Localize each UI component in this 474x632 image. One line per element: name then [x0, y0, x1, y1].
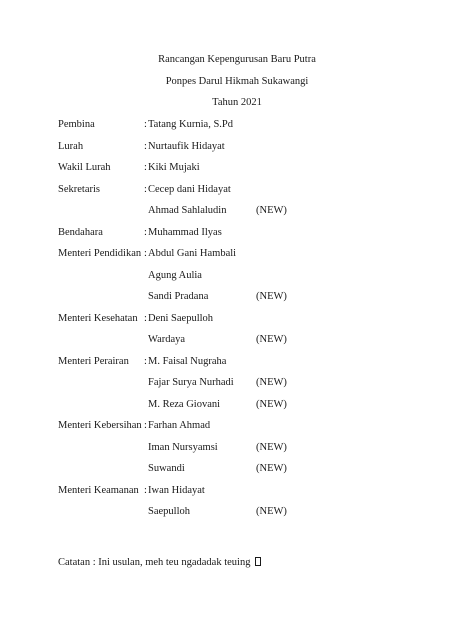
- roster-role-label: Wakil Lurah: [58, 162, 111, 173]
- roster-row: [58, 333, 438, 355]
- roster-row: [58, 505, 438, 527]
- roster-role-label: Sekretaris: [58, 183, 100, 195]
- roster-member-name: Iman Nursyamsi: [148, 441, 218, 453]
- roster-row: [58, 247, 438, 269]
- footer-note: [58, 557, 261, 568]
- missing-glyph-icon: [255, 557, 261, 566]
- new-member-badge: (NEW): [256, 398, 287, 410]
- roster-row: [58, 376, 438, 398]
- roster-row: [58, 441, 438, 463]
- roster-member-name: Fajar Surya Nurhadi: [148, 377, 234, 388]
- new-member-badge: (NEW): [256, 506, 287, 517]
- roster-role-label: Bendahara: [58, 226, 103, 238]
- roster-member-name: Tatang Kurnia, S.Pd: [148, 119, 234, 130]
- roster-row: [58, 419, 438, 441]
- roster-colon: :: [144, 140, 147, 152]
- new-member-badge: (NEW): [256, 441, 287, 453]
- roster-member-name: Saepulloh: [148, 506, 190, 517]
- roster-row: [58, 290, 438, 312]
- roster-member-name: Cecep dani Hidayat: [148, 183, 231, 195]
- roster-colon: :: [144, 312, 147, 324]
- roster-row: [58, 204, 438, 226]
- roster-role-label: Menteri Keamanan: [58, 484, 139, 496]
- roster-member-name: Suwandi: [148, 463, 185, 474]
- roster-member-name: Deni Saepulloh: [148, 312, 214, 324]
- roster-row: [58, 484, 438, 506]
- roster-row: [58, 140, 438, 162]
- roster-member-name: Farhan Ahmad: [148, 420, 211, 431]
- roster-member-name: M. Reza Giovani: [148, 398, 221, 410]
- roster-member-name: Iwan Hidayat: [148, 484, 205, 496]
- document-year: Tahun 2021: [212, 97, 262, 108]
- roster-colon: :: [144, 420, 147, 431]
- roster-role-label: Menteri Perairan: [58, 355, 129, 367]
- roster-row: [58, 398, 438, 420]
- roster-row: [58, 226, 438, 248]
- new-member-badge: (NEW): [256, 463, 287, 474]
- roster-role-label: Menteri Kebersihan: [58, 420, 142, 431]
- new-member-badge: (NEW): [256, 205, 287, 216]
- footer-note-text: Catatan : Ini usulan, meh teu ngadadak teuing: [58, 557, 251, 568]
- roster-row: [58, 161, 438, 183]
- roster-colon: :: [144, 226, 147, 238]
- roster-role-label: Menteri Kesehatan: [58, 312, 138, 324]
- roster-list: [58, 118, 438, 527]
- new-member-badge: (NEW): [256, 334, 287, 345]
- roster-colon: :: [144, 162, 147, 173]
- roster-row: [58, 312, 438, 334]
- roster-member-name: Ahmad Sahlaludin: [148, 205, 227, 216]
- roster-row: [58, 355, 438, 377]
- document-title: Rancangan Kepengurusan Baru Putra: [158, 54, 316, 65]
- roster-colon: :: [144, 355, 147, 367]
- roster-colon: :: [144, 119, 147, 130]
- roster-member-name: Wardaya: [148, 334, 186, 345]
- roster-member-name: M. Faisal Nugraha: [148, 355, 227, 367]
- roster-member-name: Kiki Mujaki: [148, 162, 200, 173]
- roster-row: [58, 183, 438, 205]
- roster-role-label: Lurah: [58, 140, 84, 152]
- roster-member-name: Sandi Pradana: [148, 291, 209, 302]
- roster-member-name: Agung Aulia: [148, 269, 202, 281]
- roster-role-label: Menteri Pendidikan: [58, 248, 142, 259]
- roster-member-name: Abdul Gani Hambali: [148, 248, 237, 259]
- roster-member-name: Muhammad Ilyas: [148, 226, 222, 238]
- roster-colon: :: [144, 183, 147, 195]
- new-member-badge: (NEW): [256, 291, 287, 302]
- new-member-badge: (NEW): [256, 377, 287, 388]
- document-subtitle: Ponpes Darul Hikmah Sukawangi: [165, 76, 309, 87]
- roster-row: [58, 462, 438, 484]
- roster-colon: :: [144, 248, 147, 259]
- roster-row: [58, 118, 438, 140]
- roster-colon: :: [144, 484, 147, 496]
- roster-row: [58, 269, 438, 291]
- roster-member-name: Nurtaufik Hidayat: [148, 140, 225, 152]
- roster-role-label: Pembina: [58, 119, 95, 130]
